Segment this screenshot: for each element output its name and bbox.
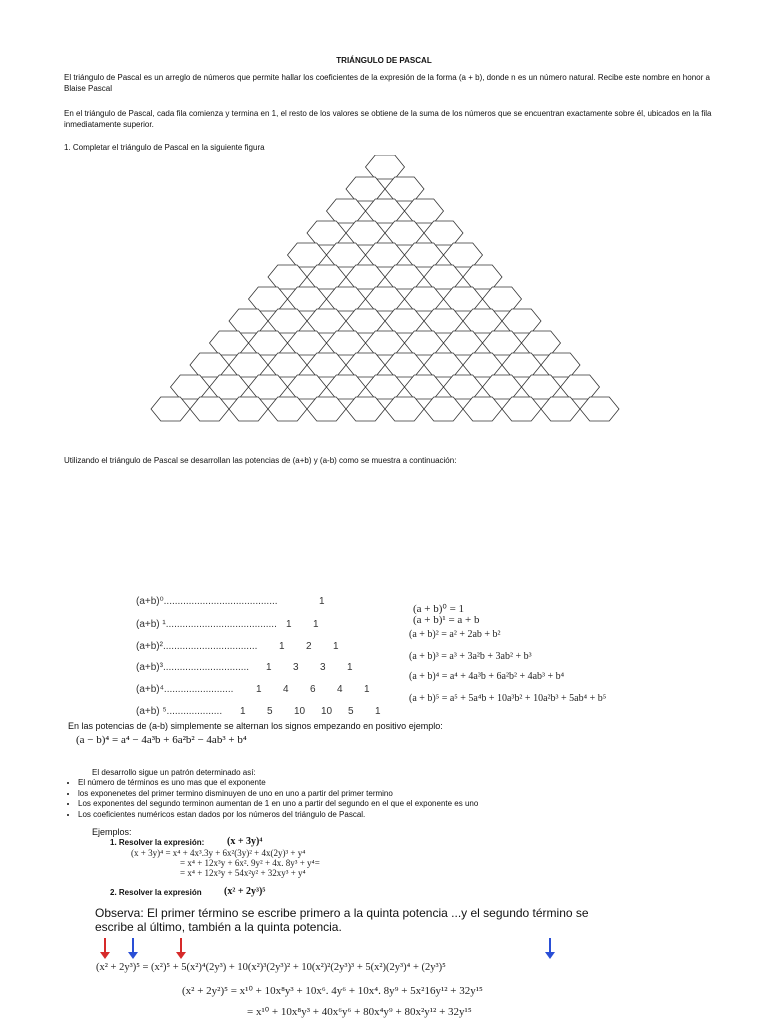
pascal-coefficient: 1 — [333, 641, 339, 652]
final-line-2: (x² + 2y²)⁵ = x¹⁰ + 10x⁸y³ + 10x⁶. 4y⁶ + 10x⁴. 8y⁹ + 5x²16y¹² + 32y¹⁵ — [182, 985, 483, 997]
pascal-triangle-hex-grid — [80, 155, 690, 425]
hex-cell[interactable] — [483, 287, 522, 311]
pattern-heading: El desarrollo sigue un patrón determinado así: — [92, 768, 256, 777]
hex-cell[interactable] — [346, 221, 385, 245]
blue-arrow-icon — [545, 938, 555, 960]
hex-cell[interactable] — [502, 397, 541, 421]
hex-cell[interactable] — [405, 287, 444, 311]
pascal-coefficient: 5 — [267, 706, 273, 717]
hex-cell[interactable] — [327, 287, 366, 311]
hex-cell[interactable] — [424, 397, 463, 421]
hex-cell[interactable] — [288, 331, 327, 355]
hex-cell[interactable] — [307, 309, 346, 333]
intro-paragraph-2: En el triángulo de Pascal, cada fila comienza y termina en 1, el resto de los valores se obtiene de la suma de los números que se encuentran exactamente sobre él, ubicados en la fila inmediatamente superior. — [64, 109, 712, 129]
final-line-3: = x¹⁰ + 10x⁸y³ + 40x⁶y⁶ + 80x⁴y⁹ + 80x²y¹² + 32y¹⁵ — [247, 1006, 472, 1018]
intro-paragraph-1: El triángulo de Pascal es un arreglo de números que permite hallar los coeficientes de la expresión de la forma (a + b), donde n es un número natural. Recibe este nombre en honor a Blaise Pascal — [64, 73, 710, 93]
expansion-4: (a + b)⁴ = a⁴ + 4a³b + 6a²b² + 4ab³ + b⁴ — [409, 671, 565, 682]
hex-cell[interactable] — [229, 397, 268, 421]
hex-cell[interactable] — [346, 353, 385, 377]
hex-cell[interactable] — [249, 287, 288, 311]
power-label: (a+b)⁰......................................... — [136, 596, 278, 607]
hex-cell[interactable] — [463, 265, 502, 289]
hex-cell[interactable] — [249, 375, 288, 399]
hex-cell[interactable] — [268, 353, 307, 377]
hex-cell[interactable] — [366, 243, 405, 267]
hex-cell[interactable] — [327, 243, 366, 267]
hex-cell[interactable] — [405, 375, 444, 399]
power-label: (a+b)².................................. — [136, 641, 258, 652]
pascal-coefficient: 4 — [337, 684, 343, 695]
hex-cell[interactable] — [190, 353, 229, 377]
hex-cell[interactable] — [268, 397, 307, 421]
hex-cell[interactable] — [483, 375, 522, 399]
expansion-1: (a + b)¹ = a + b — [413, 614, 480, 626]
hex-cell[interactable] — [424, 353, 463, 377]
hex-cell[interactable] — [307, 265, 346, 289]
pascal-coefficient: 1 — [313, 619, 319, 630]
hex-cell[interactable] — [366, 287, 405, 311]
hex-cell[interactable] — [268, 309, 307, 333]
example-1-line-2: = x⁴ + 12x³y + 6x². 9y² + 4x. 8y³ + y⁴= — [180, 858, 320, 868]
hex-cell[interactable] — [561, 375, 600, 399]
hex-cell[interactable] — [405, 199, 444, 223]
pascal-coefficient: 1 — [319, 596, 325, 607]
hex-cell[interactable] — [288, 287, 327, 311]
pascal-coefficient: 1 — [364, 684, 370, 695]
pascal-coefficient: 1 — [256, 684, 262, 695]
example-1-line-3: = x⁴ + 12x³y + 54x²y² + 32xy³ + y⁴ — [180, 868, 306, 878]
hex-cell[interactable] — [580, 397, 619, 421]
hex-cell[interactable] — [424, 309, 463, 333]
hex-cell[interactable] — [385, 353, 424, 377]
example-2-expression: (x² + 2y³)⁵ — [224, 886, 266, 897]
pascal-coefficient: 4 — [283, 684, 289, 695]
hex-cell[interactable] — [307, 221, 346, 245]
hex-cell[interactable] — [405, 331, 444, 355]
pascal-coefficient: 1 — [266, 662, 272, 673]
hex-cell[interactable] — [463, 353, 502, 377]
example-1-label: 1. Resolver la expresión: — [110, 838, 205, 847]
hex-cell[interactable] — [444, 375, 483, 399]
page-title: TRIÁNGULO DE PASCAL — [336, 56, 432, 65]
pascal-coefficient: 1 — [286, 619, 292, 630]
hex-cell[interactable] — [327, 331, 366, 355]
hex-cell[interactable] — [424, 265, 463, 289]
hex-cell[interactable] — [424, 221, 463, 245]
hex-cell[interactable] — [307, 353, 346, 377]
alternating-note: En las potencias de (a-b) simplemente se alternan los signos empezando en positivo ejemplo: — [68, 721, 443, 731]
pascal-coefficient: 2 — [306, 641, 312, 652]
hex-cell[interactable] — [385, 221, 424, 245]
final-line-1: (x² + 2y³)⁵ = (x²)⁵ + 5(x²)⁴(2y³) + 10(x²)³(2y³)² + 10(x²)²(2y³)³ + 5(x²)(2y³)⁴ + (2y³)⁵ — [96, 962, 446, 973]
pascal-coefficient: 1 — [375, 706, 381, 717]
hex-cell[interactable] — [522, 331, 561, 355]
hex-cell[interactable] — [385, 177, 424, 201]
hex-cell[interactable] — [346, 265, 385, 289]
exercise-instruction: 1. Completar el triángulo de Pascal en la siguiente figura — [64, 143, 265, 152]
powers-intro: Utilizando el triángulo de Pascal se desarrollan las potencias de (a+b) y (a-b) como se muestra a continuación: — [64, 456, 457, 465]
pascal-coefficient: 1 — [347, 662, 353, 673]
pattern-bullet: • Los exponentes del segundo terminon aumentan de 1 en uno a partir del segundo en el que el exponente es uno — [78, 799, 700, 810]
hex-cell[interactable] — [541, 353, 580, 377]
alternating-example: (a − b)⁴ = a⁴ − 4a³b + 6a²b² − 4ab³ + b⁴ — [76, 734, 247, 746]
hex-cell[interactable] — [541, 397, 580, 421]
hex-cell[interactable] — [346, 177, 385, 201]
example-1-expression: (x + 3y)⁴ — [227, 836, 263, 847]
hex-cell[interactable] — [522, 375, 561, 399]
hex-cell[interactable] — [229, 353, 268, 377]
hex-cell[interactable] — [210, 375, 249, 399]
red-arrow-icon — [100, 938, 110, 960]
hex-cell[interactable] — [385, 397, 424, 421]
hex-cell[interactable] — [366, 155, 405, 179]
hex-cell[interactable] — [307, 397, 346, 421]
power-label: (a+b) ⁵.................... — [136, 706, 223, 717]
hex-cell[interactable] — [502, 353, 541, 377]
hex-cell[interactable] — [288, 375, 327, 399]
hex-cell[interactable] — [249, 331, 288, 355]
hex-cell[interactable] — [385, 309, 424, 333]
hex-cell[interactable] — [346, 309, 385, 333]
hex-cell[interactable] — [210, 331, 249, 355]
hex-cell[interactable] — [405, 243, 444, 267]
power-label: (a+b) ¹........................................ — [136, 619, 277, 630]
hex-cell[interactable] — [151, 397, 190, 421]
expansion-0: (a + b)⁰ = 1 — [413, 603, 465, 615]
example-2-label: 2. Resolver la expresión — [110, 888, 202, 897]
hex-cell[interactable] — [190, 397, 229, 421]
pascal-coefficient: 1 — [279, 641, 285, 652]
power-label: (a+b)⁴......................... — [136, 684, 234, 695]
pascal-coefficient: 3 — [293, 662, 299, 673]
pascal-coefficient: 1 — [240, 706, 246, 717]
pattern-bullet: • El número de términos es uno mas que el exponente — [78, 778, 700, 789]
hex-cell[interactable] — [171, 375, 210, 399]
hex-cell[interactable] — [463, 309, 502, 333]
hex-cell[interactable] — [502, 309, 541, 333]
hex-cell[interactable] — [366, 375, 405, 399]
hex-cell[interactable] — [366, 199, 405, 223]
hex-cell[interactable] — [483, 331, 522, 355]
pascal-coefficient: 5 — [348, 706, 354, 717]
pascal-coefficient: 10 — [321, 706, 333, 717]
hex-cell[interactable] — [327, 375, 366, 399]
expansion-3: (a + b)³ = a³ + 3a²b + 3ab² + b³ — [409, 651, 532, 662]
pattern-bullet: • los exponenetes del primer termino disminuyen de uno en uno a partir del primer termino — [78, 789, 700, 800]
pascal-coefficient: 6 — [310, 684, 316, 695]
pattern-bullet: • Los coeficientes numéricos estan dados por los números del triángulo de Pascal. — [78, 810, 700, 821]
blue-arrow-icon — [128, 938, 138, 960]
observation-note: Observa: El primer término se escribe primero a la quinta potencia ...y el segundo término se escribe al último, también a la quinta potencia. — [95, 906, 589, 934]
pascal-coefficient: 3 — [320, 662, 326, 673]
red-arrow-icon — [176, 938, 186, 960]
example-1-line-1: (x + 3y)⁴ = x⁴ + 4x³.3y + 6x²(3y)² + 4x(2y)³ + y⁴ — [131, 848, 306, 858]
expansion-2: (a + b)² = a² + 2ab + b² — [409, 629, 501, 640]
hex-cell[interactable] — [444, 287, 483, 311]
pattern-bullets — [60, 778, 700, 820]
power-label: (a+b)³............................... — [136, 662, 250, 673]
hex-cell[interactable] — [366, 331, 405, 355]
hex-cell[interactable] — [444, 243, 483, 267]
hex-cell[interactable] — [463, 397, 502, 421]
examples-heading: Ejemplos: — [92, 827, 132, 837]
hex-cell[interactable] — [444, 331, 483, 355]
hex-cell[interactable] — [346, 397, 385, 421]
hex-cell[interactable] — [288, 243, 327, 267]
hex-cell[interactable] — [229, 309, 268, 333]
pascal-coefficient: 10 — [294, 706, 306, 717]
expansion-5: (a + b)⁵ = a⁵ + 5a⁴b + 10a³b² + 10a²b³ + 5ab⁴ + b⁵ — [409, 693, 607, 704]
hex-cell[interactable] — [268, 265, 307, 289]
hex-cell[interactable] — [327, 199, 366, 223]
hex-cell[interactable] — [385, 265, 424, 289]
